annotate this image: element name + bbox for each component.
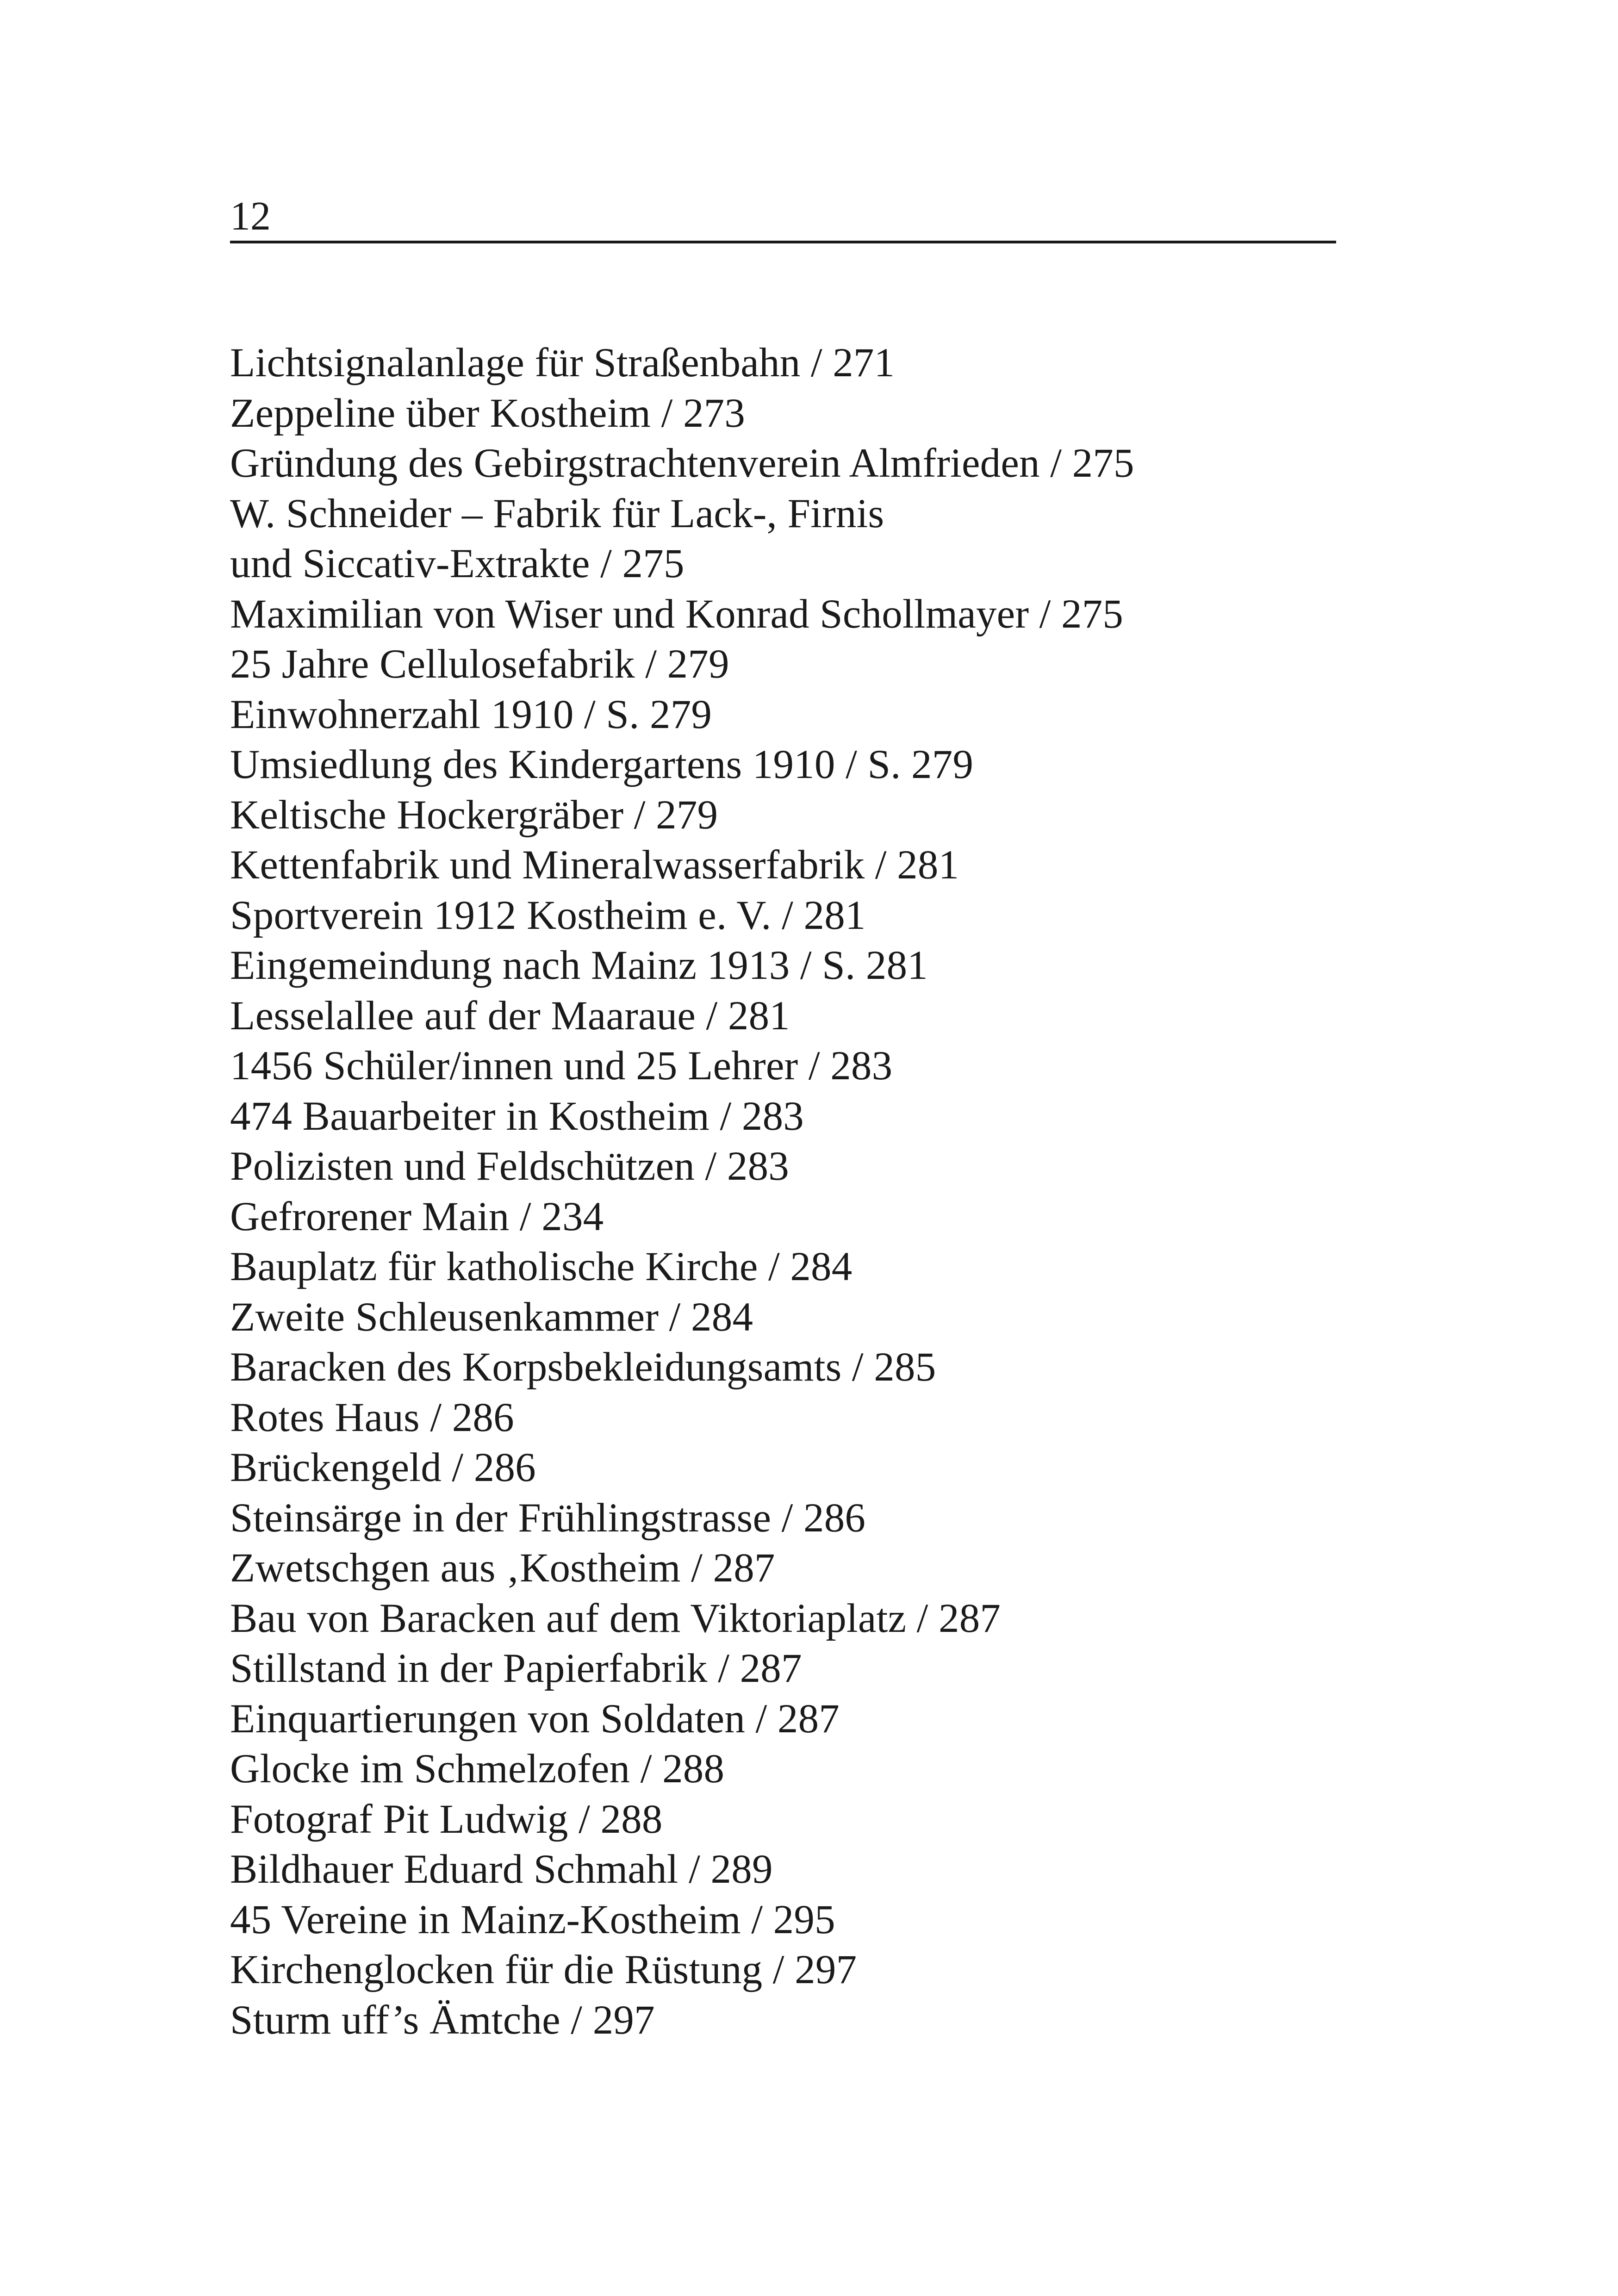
toc-entry: 45 Vereine in Mainz-Kostheim / 295 — [230, 1897, 835, 1942]
toc-entry: Baracken des Korpsbekleidungsamts / 285 — [230, 1344, 936, 1390]
toc-entry: Bau von Baracken auf dem Viktoriaplatz / 287 — [230, 1595, 1001, 1641]
toc-entry: Zeppeline über Kostheim / 273 — [230, 390, 746, 436]
toc-entry: Sportverein 1912 Kostheim e. V. / 281 — [230, 892, 866, 938]
toc-entry: Gefrorener Main / 234 — [230, 1194, 604, 1239]
toc-entry: Rotes Haus / 286 — [230, 1394, 514, 1440]
toc-entry: Eingemeindung nach Mainz 1913 / S. 281 — [230, 943, 928, 988]
page-number: 12 — [230, 194, 271, 239]
toc-entry: 474 Bauarbeiter in Kostheim / 283 — [230, 1093, 804, 1139]
page-header — [230, 176, 1336, 243]
toc-entry: Brückengeld / 286 — [230, 1445, 536, 1490]
toc-entry: Steinsärge in der Frühlingstrasse / 286 — [230, 1495, 866, 1541]
toc-entry: Umsiedlung des Kindergartens 1910 / S. 279 — [230, 742, 974, 787]
toc-entry: 25 Jahre Cellulosefabrik / 279 — [230, 641, 729, 687]
toc-entry: Gründung des Gebirgstrachtenverein Almfrieden / 275 — [230, 441, 1134, 486]
toc-entry: Kirchenglocken für die Rüstung / 297 — [230, 1947, 857, 1992]
toc-entry: Fotograf Pit Ludwig / 288 — [230, 1796, 663, 1842]
toc-entry: Maximilian von Wiser und Konrad Schollmayer / 275 — [230, 591, 1124, 637]
toc-entry: Bauplatz für katholische Kirche / 284 — [230, 1244, 853, 1289]
toc-entry: Einwohnerzahl 1910 / S. 279 — [230, 691, 712, 737]
toc-entry: Lichtsignalanlage für Straßenbahn / 271 — [230, 340, 895, 386]
toc-entry: Zwetschgen aus ‚Kostheim / 287 — [230, 1545, 775, 1591]
toc-entry: Sturm uff’s Ämtche / 297 — [230, 1997, 655, 2043]
toc-entry: Kettenfabrik und Mineralwasserfabrik / 281 — [230, 842, 959, 888]
toc-entry: 1456 Schüler/innen und 25 Lehrer / 283 — [230, 1043, 893, 1089]
table-of-contents — [230, 338, 1350, 2045]
toc-entry: Zweite Schleusenkammer / 284 — [230, 1294, 753, 1340]
toc-entry: W. Schneider – Fabrik für Lack-, Firnis und Siccativ-Extrakte / 275 — [230, 491, 884, 586]
toc-entry: Glocke im Schmelzofen / 288 — [230, 1746, 725, 1792]
toc-entry: Stillstand in der Papierfabrik / 287 — [230, 1646, 802, 1691]
toc-entry: Lesselallee auf der Maaraue / 281 — [230, 993, 790, 1039]
toc-entry: Polizisten und Feldschützen / 283 — [230, 1144, 789, 1189]
toc-entry: Keltische Hockergräber / 279 — [230, 792, 718, 838]
toc-entry: Bildhauer Eduard Schmahl / 289 — [230, 1847, 773, 1892]
toc-entry: Einquartierungen von Soldaten / 287 — [230, 1696, 840, 1742]
